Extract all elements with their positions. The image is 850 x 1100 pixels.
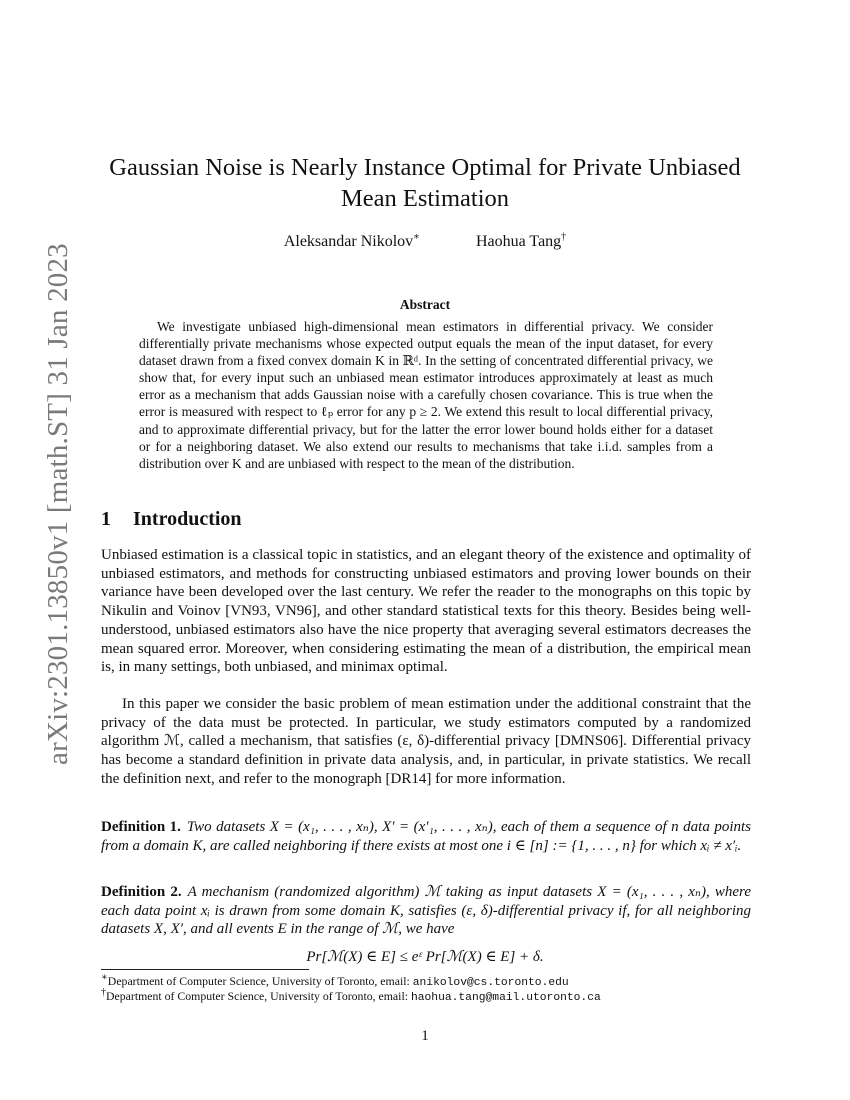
section-heading — [101, 508, 242, 531]
footnote-rule — [101, 969, 309, 970]
footnote-email[interactable]: anikolov@cs.toronto.edu — [412, 977, 569, 989]
author-name: Haohua Tang — [475, 233, 562, 250]
definition-label: Definition 2. — [101, 884, 182, 900]
definition-label: Definition 1. — [101, 819, 181, 835]
author — [284, 233, 420, 250]
definition-text: Two datasets X = (x₁, . . . , xₙ), X′ = (x′₁, . . . , xₙ), each of them a sequence of n data points from a domain K, are called neighboring if there exists at most one i ∈ [n] := {1, . . . , n} for which xᵢ ≠ x′ᵢ. — [101, 819, 751, 854]
definition-1 — [101, 818, 751, 855]
author — [476, 233, 566, 250]
abstract-heading: Abstract — [399, 297, 451, 312]
author-list — [100, 233, 750, 251]
definition-text: A mechanism (randomized algorithm) ℳ taking as input datasets X = (x₁, . . . , xₙ), where each data point xᵢ is drawn from some domain K, satisfies (ε, δ)-differential privacy if, for all neighboring datasets X, X′, and all events E in the range of ℳ, we have — [101, 884, 751, 938]
section-number: 1 — [101, 508, 111, 530]
abstract-text: We investigate unbiased high-dimensional mean estimators in differential privacy. We consider differentially private mechanisms whose expected output equals the mean of the input dataset, for every dataset drawn from a fixed convex domain K in ℝᵈ. In the setting of concentrated differential privacy, we show that, for every input such an unbiased mean estimator introduces approximately at least as much error as a mechanism that adds Gaussian noise with a carefully chosen covariance. This is true when the error is measured with respect to ℓₚ error for any p ≥ 2. We extend this result to local differential privacy, and to approximate differential privacy, but for the latter the error lower bound holds either for a dataset or for a neighboring dataset. We also extend our results to mechanisms that take i.i.d. samples from a distribution over K and are unbiased with respect to the mean of the distribution. — [139, 319, 713, 471]
page-number: 1 — [421, 1028, 429, 1044]
footnote-mark: † — [101, 987, 106, 999]
equation: Pr[ℳ(X) ∈ E] ≤ eᵋ Pr[ℳ(X) ∈ E] + δ. — [306, 949, 544, 965]
footnote — [101, 989, 601, 1006]
body-paragraph: Unbiased estimation is a classical topic in statistics, and an elegant theory of the existence and optimality of unbiased estimators, and methods for constructing unbiased estimators and proving lower bounds on their variance have been developed over the last century. We refer the reader to the monographs on this topic by Nikulin and Voinov [VN93, VN96], and other standard statistical texts for this theory. Besides being well-understood, unbiased estimators also have the nice property that averaging several estimators decreases the mean squared error. Moreover, when considering estimating the mean of a distribution, the empirical mean is, in many settings, both unbiased, and minimax optimal. — [101, 547, 751, 676]
definition-2 — [101, 883, 751, 939]
footnote-text: Department of Computer Science, University of Toronto, email: — [106, 989, 411, 1003]
author-mark: ∗ — [413, 231, 420, 243]
author-name: Aleksandar Nikolov — [283, 233, 414, 250]
footnote-email[interactable]: haohua.tang@mail.utoronto.ca — [410, 992, 601, 1004]
body-paragraph: In this paper we consider the basic problem of mean estimation under the additional constraint that the privacy of the data must be protected. In particular, we study estimators computed by a randomized algorithm ℳ, called a mechanism, that satisfies (ε, δ)-differential privacy [DMNS06]. Differential privacy has become a standard definition in private data analysis, and, in particular, in private statistics. We recall the definition next, and refer to the monograph [DR14] for more information. — [101, 696, 751, 787]
author-mark: † — [561, 231, 567, 243]
arxiv-stamp-text: arXiv:2301.13850v1 [math.ST] 31 Jan 2023 — [42, 243, 74, 765]
footnote-text: Department of Computer Science, University of Toronto, email: — [107, 974, 413, 988]
arxiv-stamp — [22, 243, 74, 765]
footnote-mark: ∗ — [101, 972, 108, 984]
paper-title: Gaussian Noise is Nearly Instance Optimal for Private Unbiased Mean Estimation — [109, 154, 741, 212]
section-title: Introduction — [133, 508, 242, 530]
